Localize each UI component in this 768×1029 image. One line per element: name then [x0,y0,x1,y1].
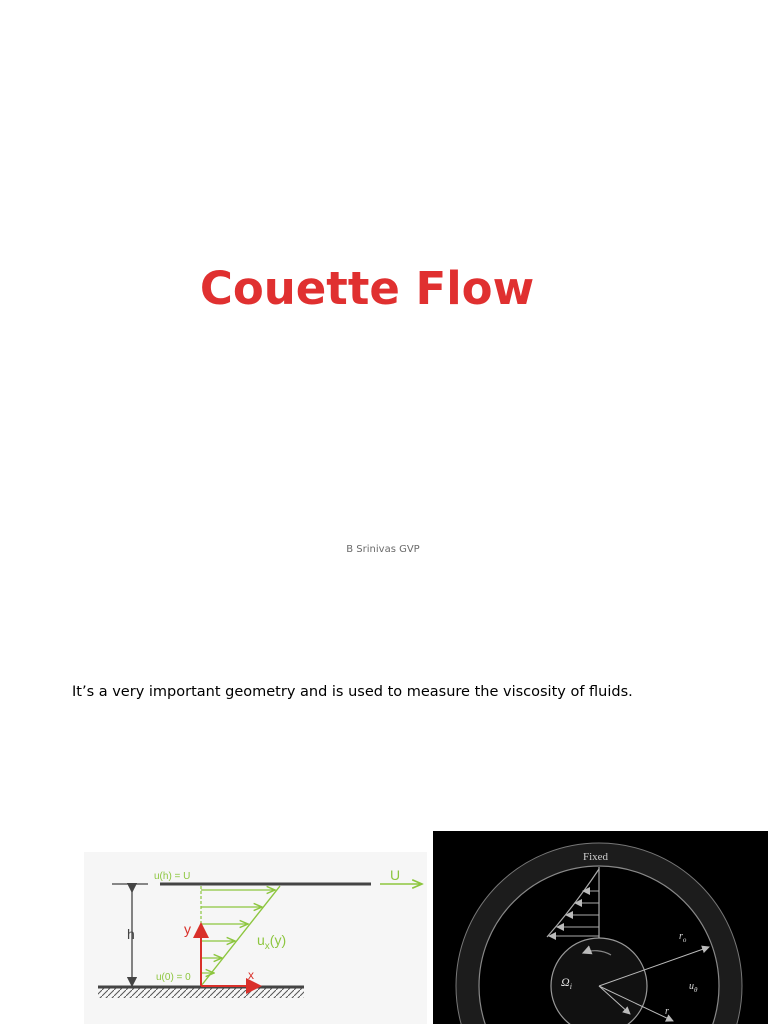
inner-label: $\Omega_i$ [561,975,572,991]
slide-title: Couette Flow [199,262,535,315]
slide-author: B Srinivas GVP [346,544,420,555]
planar-couette-diagram [84,852,427,1024]
bottom-hatch [98,988,304,998]
profile-label: $u_x(y)$ [257,932,287,952]
profile-diagonal [201,886,280,986]
velocity-U-label: U [390,867,401,883]
fixed-label: Fixed [583,851,609,863]
cylindrical-couette-svg [433,831,768,1024]
top-plate-label: u(h) = U [154,871,191,882]
y-axis-label: y [184,921,191,937]
height-label: h [127,926,135,942]
cylindrical-couette-diagram [433,831,768,1024]
ro-label: $r_o$ [679,931,687,944]
u-theta-label: $u_\theta$ [689,981,698,994]
slide-body-text: It’s a very important geometry and is used to measure the viscosity of fluids. [72,684,633,700]
bottom-plate-label: u(0) = 0 [156,972,191,983]
r-label: r [665,1006,669,1017]
x-axis-label: x [248,968,254,982]
planar-couette-svg [84,852,427,1024]
